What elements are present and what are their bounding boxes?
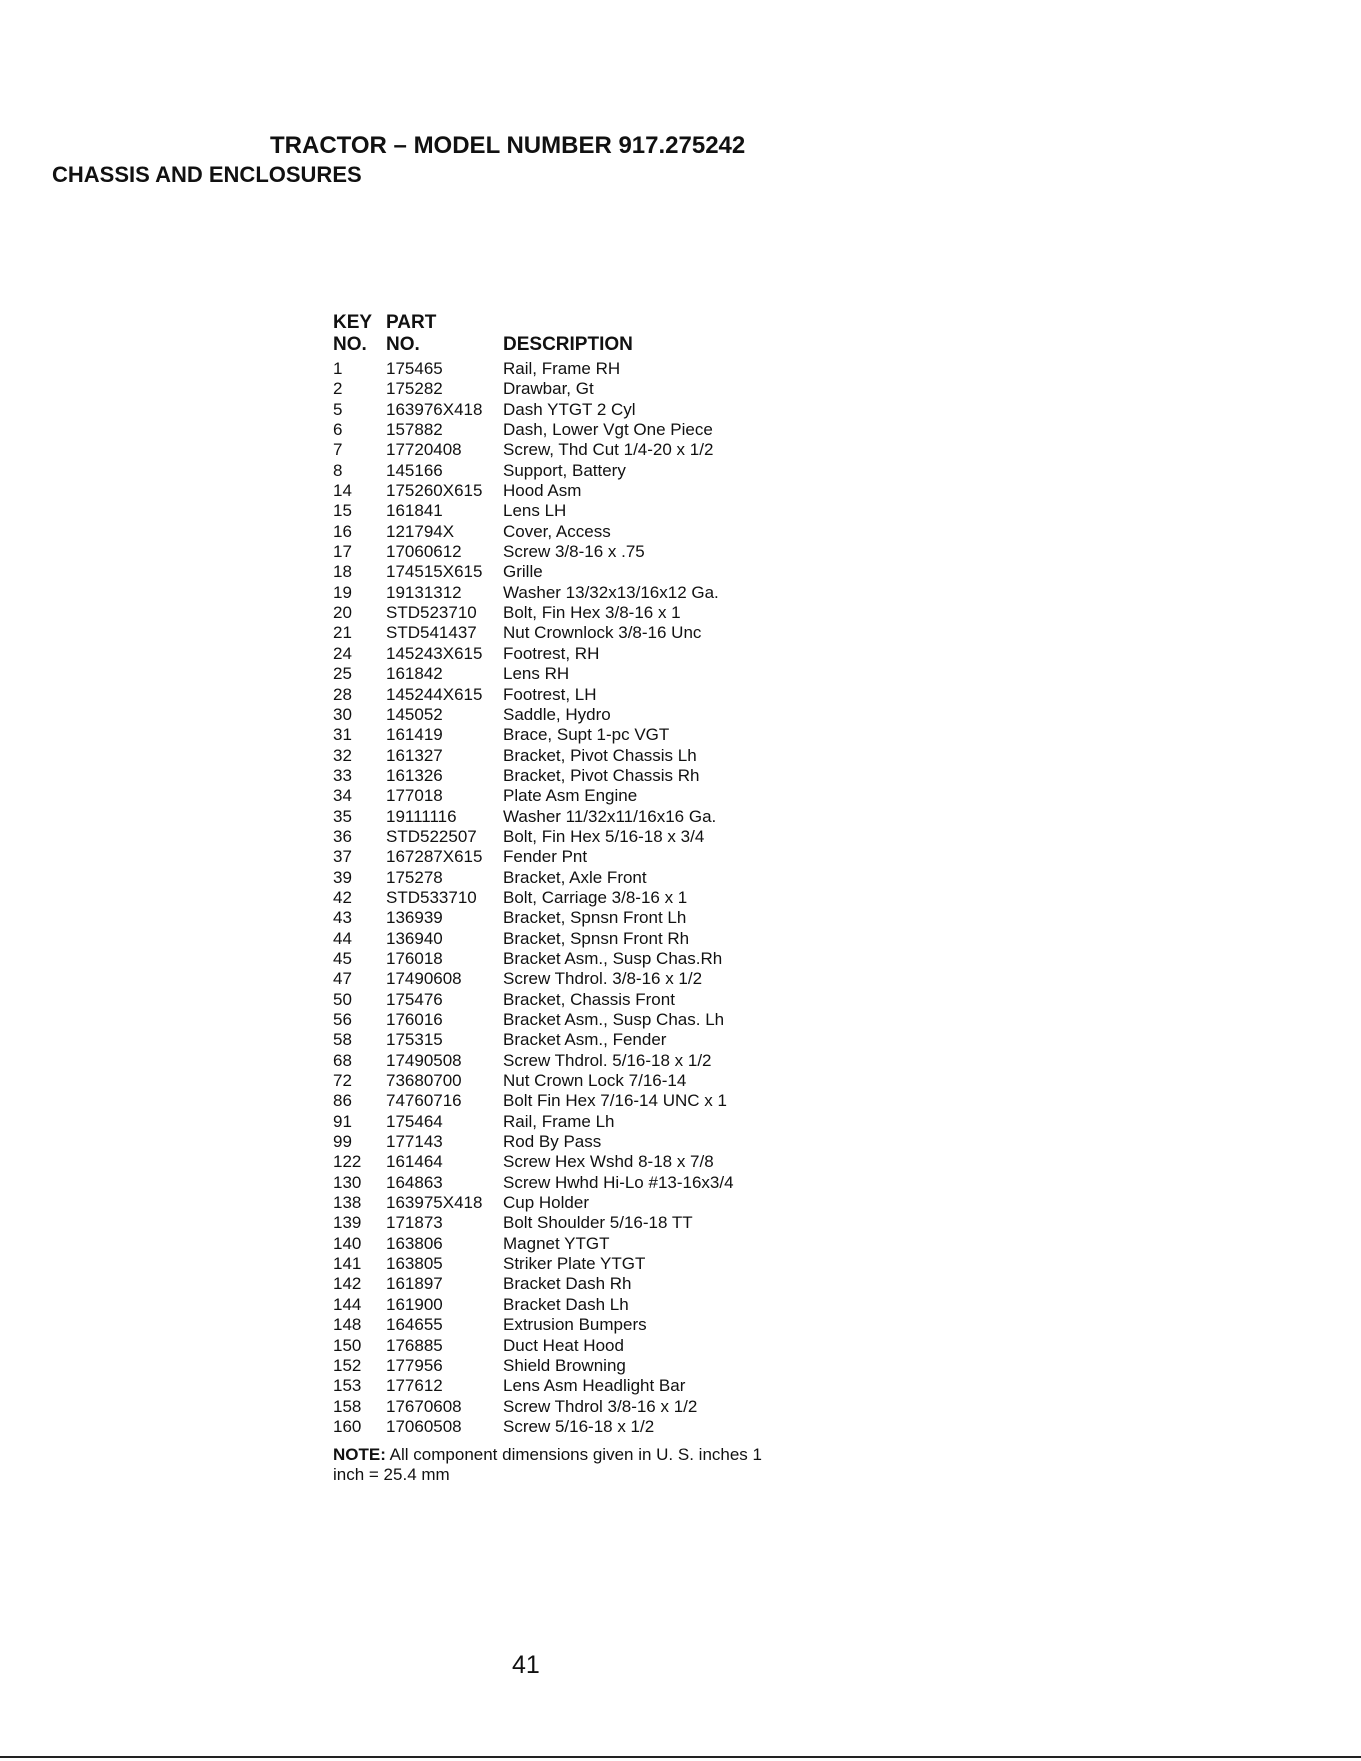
part-number-cell: STD523710 — [386, 603, 477, 623]
key-cell: 16 — [333, 521, 352, 541]
part-number-cell: 157882 — [386, 420, 443, 440]
part-number-cell: 176018 — [386, 948, 443, 968]
description-cell: Rail, Frame Lh — [503, 1111, 615, 1131]
part-number-cell: 161419 — [386, 725, 443, 745]
part-number-cell: 176016 — [386, 1010, 443, 1029]
key-cell: 160 — [333, 1416, 362, 1436]
key-header-line1: KEY — [333, 312, 373, 333]
key-cell: 144 — [333, 1294, 362, 1314]
part-number-cell: 175282 — [386, 379, 443, 399]
part-number-cell: 167287X615 — [386, 847, 483, 867]
key-cell: 31 — [333, 725, 352, 745]
part-number-cell: 175315 — [386, 1030, 443, 1050]
description-cell: Bracket Asm., Fender — [503, 1030, 667, 1050]
part-number-cell: 177612 — [386, 1376, 443, 1396]
part-number-cell: 17060508 — [386, 1416, 462, 1436]
description-cell: Hood Asm — [503, 481, 582, 501]
part-number-cell: 17490508 — [386, 1050, 462, 1070]
part-number-cell: 19111116 — [386, 806, 457, 826]
key-cell: 130 — [333, 1172, 362, 1192]
part-number-cell: 163805 — [386, 1254, 443, 1274]
part-number-cell: 161842 — [386, 664, 443, 684]
description-cell: Washer 13/32x13/16x12 Ga. — [503, 582, 719, 602]
description-cell: Bracket, Spnsn Front Rh — [503, 928, 690, 948]
key-cell: 44 — [333, 928, 352, 948]
description-cell: Lens Asm Headlight Bar — [503, 1376, 686, 1396]
part-number-cell: 161897 — [386, 1274, 443, 1294]
part-number-cell: 174515X615 — [386, 562, 483, 582]
description-cell: Bracket, Axle Front — [503, 867, 647, 887]
key-cell: 7 — [333, 440, 343, 460]
description-cell: Bracket, Pivot Chassis Rh — [503, 765, 700, 785]
note-label: NOTE: — [333, 1445, 386, 1464]
part-number-cell: STD522507 — [386, 826, 477, 846]
description-cell: Bolt Shoulder 5/16-18 TT — [503, 1213, 693, 1233]
key-cell: 56 — [333, 1010, 352, 1029]
key-cell: 21 — [333, 623, 352, 643]
key-cell: 28 — [333, 684, 352, 704]
key-cell: 68 — [333, 1050, 352, 1070]
part-number-cell: 145166 — [386, 460, 443, 480]
description-cell: Rod By Pass — [503, 1132, 602, 1152]
description-cell: Dash, Lower Vgt One Piece — [503, 420, 713, 440]
part-number-cell: 163806 — [386, 1233, 443, 1253]
description-cell: Shield Browning — [503, 1355, 626, 1375]
part-number-cell: 177956 — [386, 1355, 443, 1375]
description-cell: Bolt, Carriage 3/8-16 x 1 — [503, 887, 688, 907]
key-cell: 153 — [333, 1376, 362, 1396]
part-number-cell: 161900 — [386, 1294, 443, 1314]
part-number-cell: 136939 — [386, 908, 443, 928]
part-number-cell: STD533710 — [386, 887, 477, 907]
key-cell: 25 — [333, 664, 352, 684]
description-cell: Footrest, LH — [503, 684, 597, 704]
key-cell: 42 — [333, 887, 352, 907]
key-cell: 18 — [333, 562, 352, 582]
key-cell: 138 — [333, 1193, 362, 1213]
description-cell: Screw Hwhd Hi-Lo #13-16x3/4 — [503, 1172, 734, 1192]
description-cell: Bracket Asm., Susp Chas.Rh — [503, 948, 723, 968]
key-cell: 36 — [333, 826, 352, 846]
key-cell: 34 — [333, 786, 352, 806]
description-cell: Screw 3/8-16 x .75 — [503, 542, 645, 562]
key-cell: 17 — [333, 542, 352, 562]
key-cell: 19 — [333, 582, 352, 602]
note-text: All component dimensions given in U. S. inches 1 inch = 25.4 mm — [333, 1445, 762, 1484]
part-number-cell: 177143 — [386, 1132, 443, 1152]
key-cell: 20 — [333, 603, 352, 623]
description-cell: Nut Crownlock 3/8-16 Unc — [503, 623, 702, 643]
part-number-cell: 163975X418 — [386, 1193, 483, 1213]
page-number: 41 — [512, 1651, 540, 1679]
part-number-cell: 17060612 — [386, 542, 462, 562]
key-cell: 91 — [333, 1111, 352, 1131]
key-cell: 24 — [333, 643, 352, 663]
part-number-cell: 175464 — [386, 1111, 443, 1131]
description-cell: Saddle, Hydro — [503, 704, 611, 724]
description-cell: Bracket Dash Lh — [503, 1294, 629, 1314]
part-number-cell: 175278 — [386, 867, 443, 887]
description-cell: Striker Plate YTGT — [503, 1254, 646, 1274]
key-cell: 43 — [333, 908, 352, 928]
key-cell: 139 — [333, 1213, 362, 1233]
description-cell: Screw Thdrol. 5/16-18 x 1/2 — [503, 1050, 712, 1070]
part-number-cell: 175260X615 — [386, 481, 483, 501]
description-cell: Bracket, Spnsn Front Lh — [503, 908, 687, 928]
description-cell: Screw Thdrol 3/8-16 x 1/2 — [503, 1396, 698, 1416]
part-number-cell: 164863 — [386, 1172, 443, 1192]
key-cell: 50 — [333, 989, 352, 1009]
key-cell: 122 — [333, 1152, 362, 1172]
description-cell: Magnet YTGT — [503, 1233, 610, 1253]
description-cell: Washer 11/32x11/16x16 Ga. — [503, 806, 717, 826]
key-cell: 2 — [333, 379, 343, 399]
part-number-cell: 164655 — [386, 1315, 443, 1335]
key-header-line2: NO. — [333, 334, 367, 355]
key-cell: 140 — [333, 1233, 362, 1253]
description-cell: Screw Thdrol. 3/8-16 x 1/2 — [503, 969, 703, 989]
key-cell: 33 — [333, 765, 352, 785]
part-number-cell: 145244X615 — [386, 684, 483, 704]
description-cell: Cup Holder — [503, 1193, 589, 1213]
key-cell: 142 — [333, 1274, 362, 1294]
part-number-cell: 17490608 — [386, 969, 462, 989]
part-number-cell: 175476 — [386, 989, 443, 1009]
description-cell: Screw, Thd Cut 1/4-20 x 1/2 — [503, 440, 714, 460]
description-cell: Bolt, Fin Hex 3/8-16 x 1 — [503, 603, 681, 623]
part-number-cell: 175465 — [386, 359, 443, 378]
description-cell: Drawbar, Gt — [503, 379, 594, 399]
description-cell: Screw Hex Wshd 8-18 x 7/8 — [503, 1152, 714, 1172]
page-title: TRACTOR – MODEL NUMBER 917.275242 — [270, 132, 746, 159]
key-cell: 32 — [333, 745, 352, 765]
part-number-cell: 74760716 — [386, 1091, 462, 1111]
key-cell: 150 — [333, 1335, 362, 1355]
key-cell: 6 — [333, 420, 343, 440]
description-cell: Brace, Supt 1-pc VGT — [503, 725, 670, 745]
description-cell: Bracket Dash Rh — [503, 1274, 632, 1294]
description-cell: Support, Battery — [503, 460, 626, 480]
key-cell: 5 — [333, 399, 343, 419]
part-number-cell: 161327 — [386, 745, 443, 765]
part-number-cell: 73680700 — [386, 1071, 462, 1091]
key-cell: 141 — [333, 1254, 362, 1274]
description-cell: Bracket Asm., Susp Chas. Lh — [503, 1010, 725, 1029]
part-number-cell: 161464 — [386, 1152, 443, 1172]
description-cell: Extrusion Bumpers — [503, 1315, 647, 1335]
description-cell: Bracket, Chassis Front — [503, 989, 675, 1009]
key-cell: 86 — [333, 1091, 352, 1111]
key-cell: 39 — [333, 867, 352, 887]
description-cell: Dash YTGT 2 Cyl — [503, 399, 636, 419]
description-cell: Nut Crown Lock 7/16-14 — [503, 1071, 687, 1091]
part-number-cell: 19131312 — [386, 582, 462, 602]
part-number-cell: 176885 — [386, 1335, 443, 1355]
part-header-line2: NO. — [386, 334, 420, 355]
key-cell: 35 — [333, 806, 352, 826]
key-cell: 152 — [333, 1355, 362, 1375]
part-number-cell: 121794X — [386, 521, 455, 541]
part-number-cell: 17720408 — [386, 440, 462, 460]
key-cell: 99 — [333, 1132, 352, 1152]
part-number-cell: 161841 — [386, 501, 443, 521]
description-cell: Lens LH — [503, 501, 567, 521]
description-cell: Grille — [503, 562, 543, 582]
key-cell: 45 — [333, 948, 352, 968]
part-number-cell: 161326 — [386, 765, 443, 785]
note — [333, 1445, 773, 1485]
description-cell: Cover, Access — [503, 521, 611, 541]
description-cell: Duct Heat Hood — [503, 1335, 624, 1355]
key-cell: 1 — [333, 359, 343, 378]
description-cell: Rail, Frame RH — [503, 359, 621, 378]
part-number-cell: 145052 — [386, 704, 443, 724]
key-cell: 72 — [333, 1071, 352, 1091]
description-cell: Lens RH — [503, 664, 570, 684]
part-number-cell: 163976X418 — [386, 399, 483, 419]
part-number-cell: 171873 — [386, 1213, 443, 1233]
description-cell: Bolt, Fin Hex 5/16-18 x 3/4 — [503, 826, 705, 846]
key-cell: 8 — [333, 460, 343, 480]
description-header: DESCRIPTION — [503, 334, 633, 355]
bottom-rule — [0, 1756, 1361, 1758]
key-cell: 15 — [333, 501, 352, 521]
description-cell: Plate Asm Engine — [503, 786, 638, 806]
description-cell: Screw 5/16-18 x 1/2 — [503, 1416, 655, 1436]
description-cell: Fender Pnt — [503, 847, 588, 867]
description-cell: Footrest, RH — [503, 643, 600, 663]
description-cell: Bolt Fin Hex 7/16-14 UNC x 1 — [503, 1091, 727, 1111]
key-cell: 37 — [333, 847, 352, 867]
section-title: CHASSIS AND ENCLOSURES — [52, 162, 362, 187]
part-number-cell: 136940 — [386, 928, 443, 948]
key-cell: 148 — [333, 1315, 362, 1335]
part-header-line1: PART — [386, 312, 437, 333]
part-number-cell: 17670608 — [386, 1396, 462, 1416]
part-number-cell: 145243X615 — [386, 643, 483, 663]
part-number-cell: STD541437 — [386, 623, 477, 643]
key-cell: 158 — [333, 1396, 362, 1416]
key-cell: 47 — [333, 969, 352, 989]
key-cell: 14 — [333, 481, 352, 501]
description-cell: Bracket, Pivot Chassis Lh — [503, 745, 697, 765]
part-number-cell: 177018 — [386, 786, 443, 806]
key-cell: 58 — [333, 1030, 352, 1050]
key-cell: 30 — [333, 704, 352, 724]
